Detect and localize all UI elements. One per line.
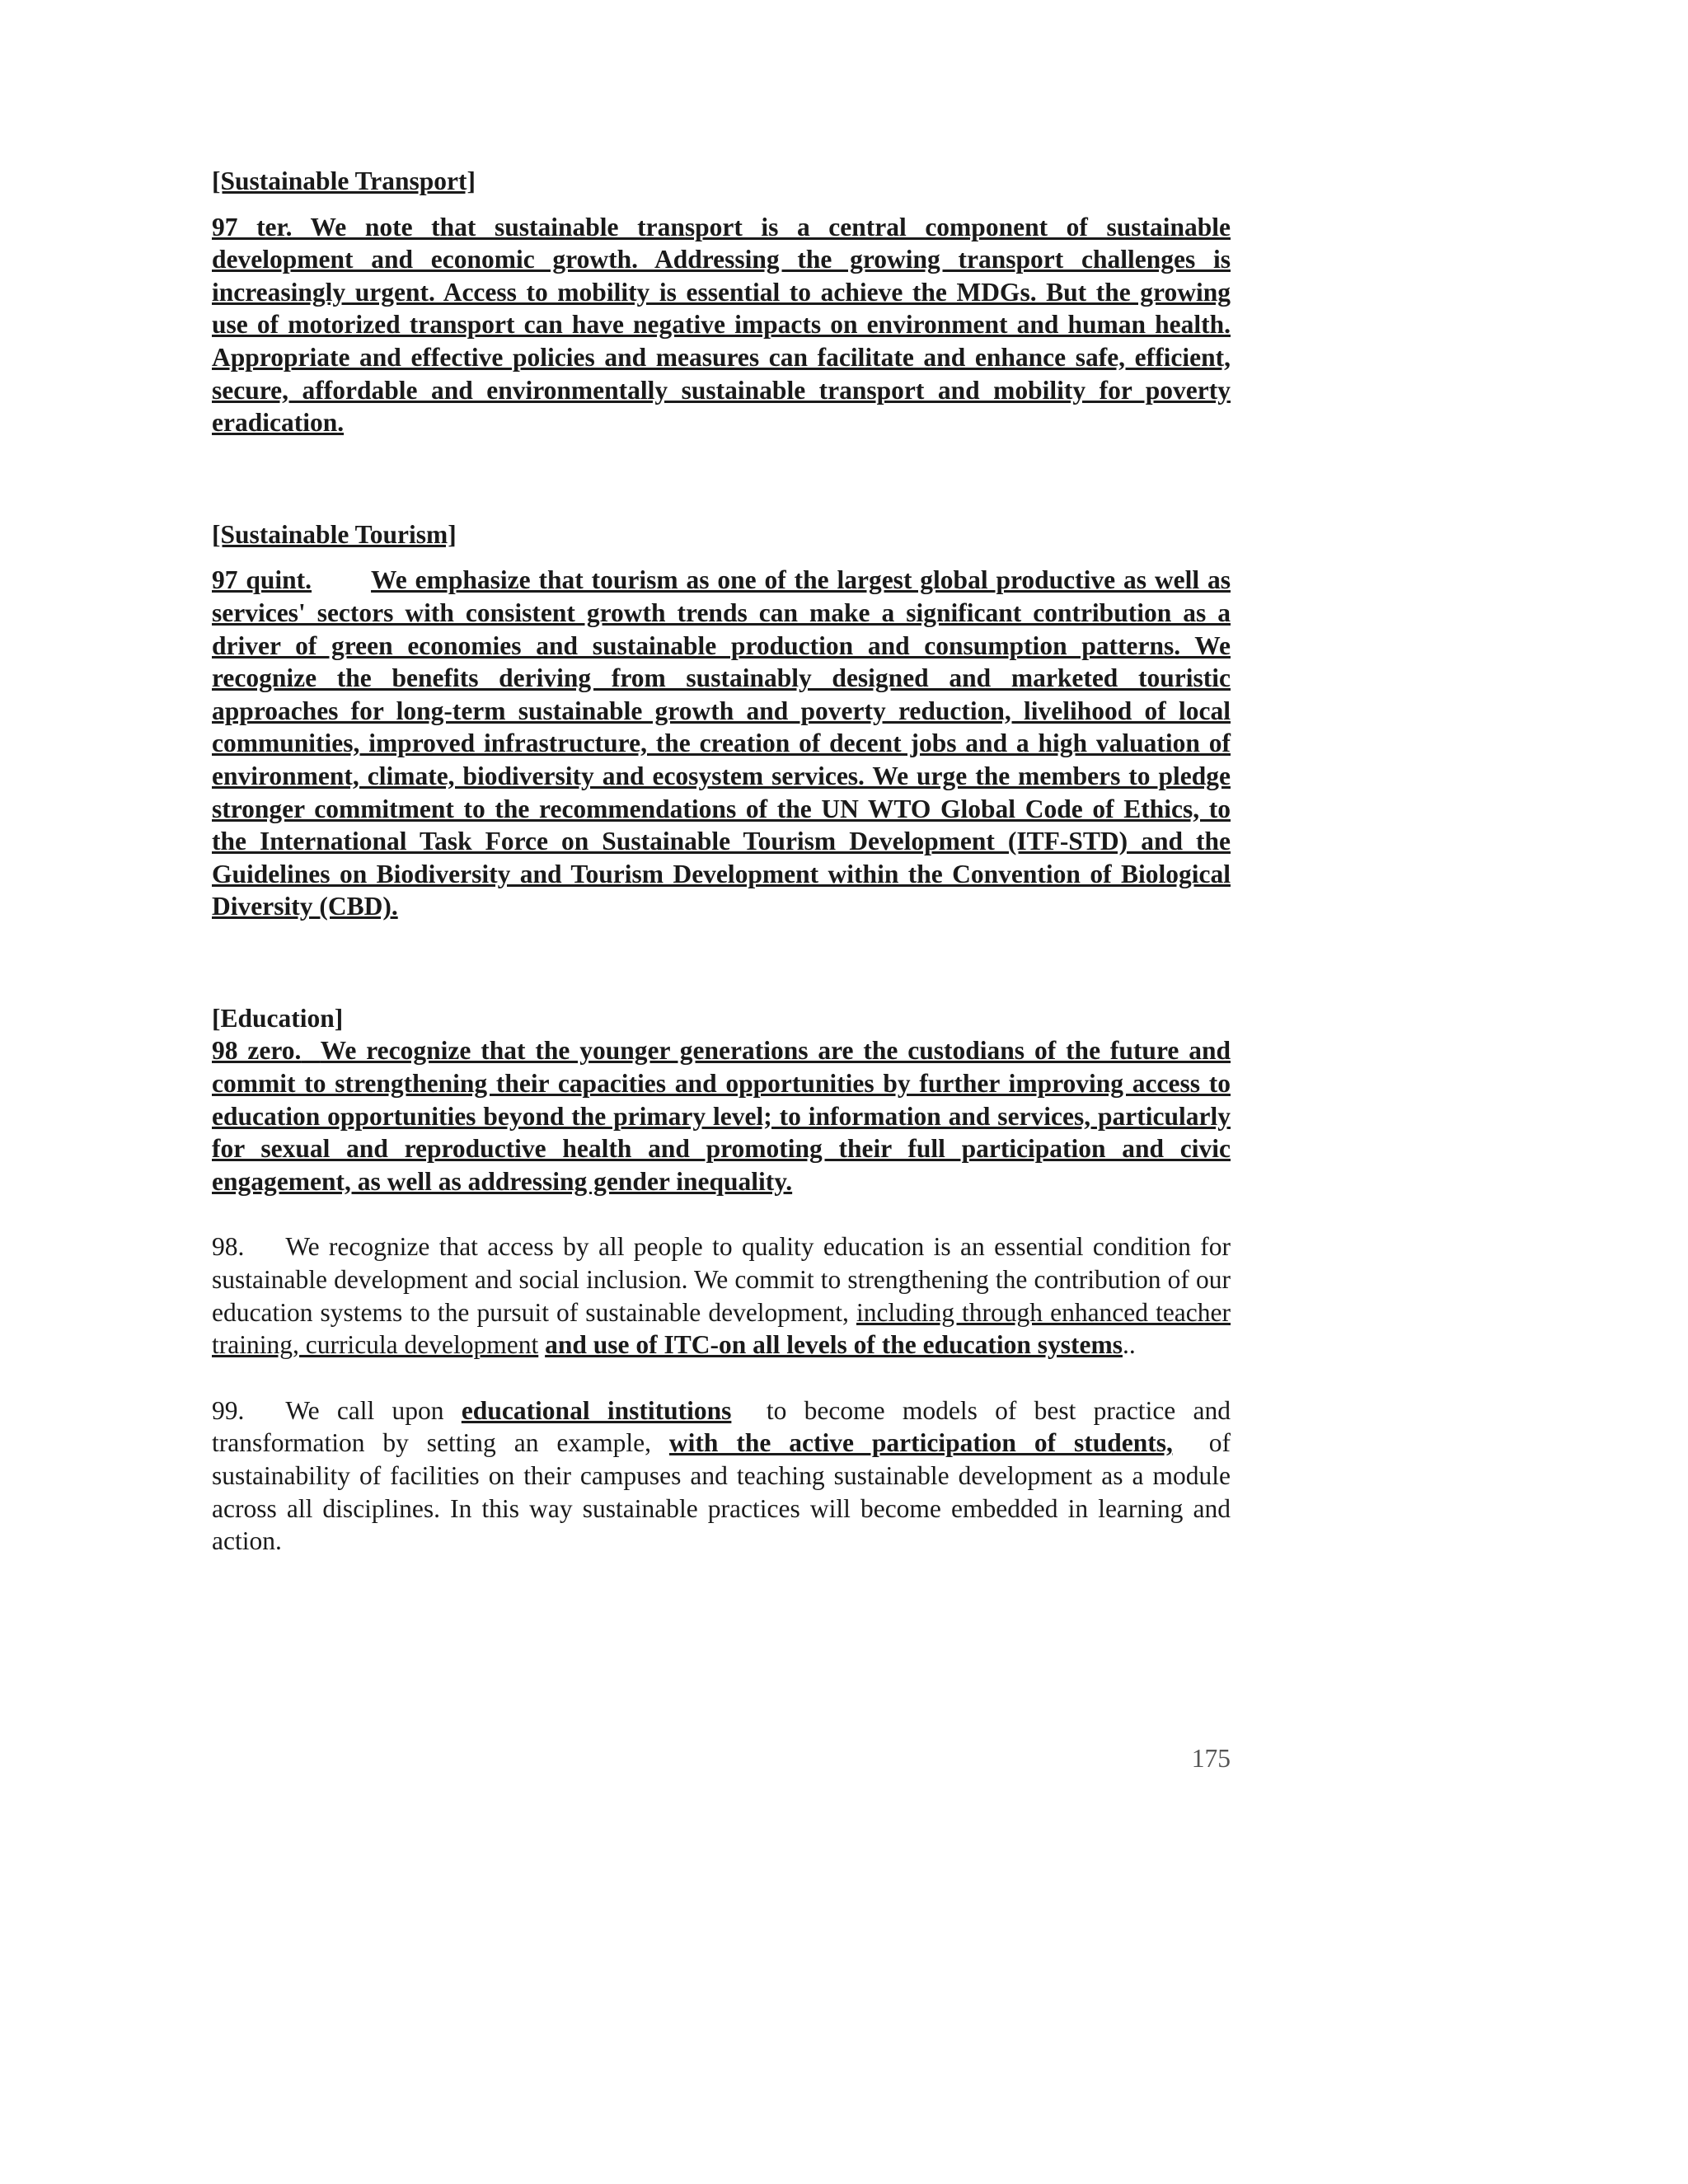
- document-page: [212, 165, 1231, 1558]
- paragraph-text: We call upon: [285, 1395, 444, 1425]
- paragraph-99: [212, 1394, 1231, 1558]
- bold-underlined-text: educational institutions: [461, 1395, 732, 1425]
- trailing-punctuation: ..: [1123, 1330, 1136, 1360]
- paragraph-text: We recognize that the younger generations are the custodians of the future and commit to strengthening their capacities and opportunities by further improving access to education opportunities beyond the primary level; to information and services, particularly for sexual and reproductive health and promoting their full participation and civic engagement, as well as addressing gender inequality.: [212, 1036, 1231, 1196]
- paragraph-text: We emphasize that tourism as one of the largest global productive as well as services' sectors with consistent growth trends can make a significant contribution as a driver of green economies and sustainable production and consumption patterns. We recognize the benefits deriving from sustainably designed and marketed touristic approaches for long-term sustainable growth and poverty reduction, livelihood of local communities, improved infrastructure, the creation of decent jobs and a high valuation of environment, climate, biodiversity and ecosystem services. We urge the members to pledge stronger commitment to the recommendations of the UN WTO Global Code of Ethics, to the International Task Force on Sustainable Tourism Development (ITF-STD) and the Guidelines on Biodiversity and Tourism Development within the Convention of Biological Diversity (CBD).: [212, 565, 1231, 921]
- section-heading-education: [Education]: [212, 1003, 344, 1033]
- paragraph-97-quint: [212, 564, 1231, 923]
- paragraph-text: We note that sustainable transport is a central component of sustainable development and economic growth. Addressing the growing transport challenges is increasingly urgent. Access to mobility is essential to achieve the MDGs. But the growing use of motorized transport can have negative impacts on environment and human health. Appropriate and effective policies and measures can facilitate and enhance safe, efficient, secure, affordable and environmentally sustainable transport and mobility for poverty eradication.: [212, 212, 1231, 438]
- page-number: 175: [1191, 1744, 1231, 1773]
- paragraph-98-zero: [212, 1034, 1231, 1197]
- paragraph-97-ter: [212, 211, 1231, 439]
- paragraph-number: 97 quint.: [212, 565, 312, 595]
- section-heading-tourism: [Sustainable Tourism]: [212, 519, 457, 549]
- bold-underlined-text: and use of ITC-on all levels of the education systems: [545, 1330, 1123, 1360]
- paragraph-98: [212, 1230, 1231, 1361]
- paragraph-text: We recognize that access by all people to quality education is an essential condition for sustainable development and social inclusion. We commit to strengthening the contribution of our education systems to the pursuit of sustainable development,: [212, 1232, 1231, 1327]
- section-heading-transport: [Sustainable Transport]: [212, 166, 476, 195]
- paragraph-number: 98.: [212, 1232, 245, 1262]
- paragraph-number: 99.: [212, 1395, 245, 1425]
- paragraph-text: to become models of best practice and transformation by setting an example,: [212, 1395, 1231, 1458]
- underlined-text: including through enhanced teacher training, curricula development: [212, 1297, 1231, 1360]
- bold-underlined-text: with the active participation of students,: [668, 1428, 1173, 1458]
- paragraph-text: of sustainability of facilities on their campuses and teaching sustainable development as a module across all disciplines. In this way sustainable practices will become embedded in learning and action.: [212, 1428, 1231, 1556]
- paragraph-number: 97 ter.: [212, 212, 293, 241]
- paragraph-number: 98 zero.: [212, 1036, 302, 1066]
